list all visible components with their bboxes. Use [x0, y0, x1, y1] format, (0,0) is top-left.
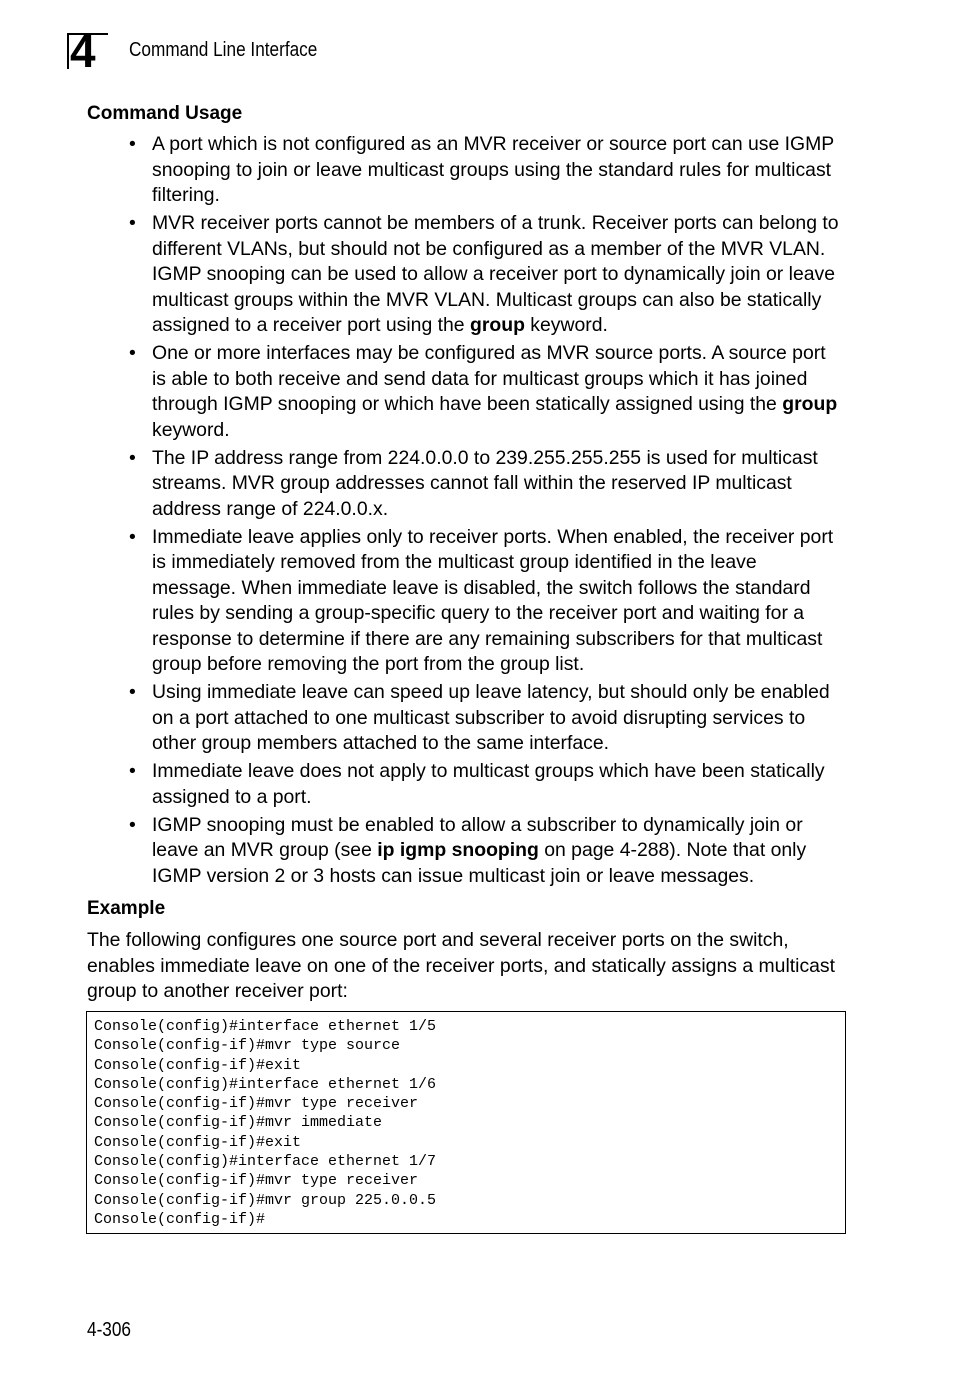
bullet-text: MVR receiver ports cannot be members of a trunk. Receiver ports can belong to different VLANs, but should not be configured as a member of the MVR VLAN. IGMP snooping can be used to allow a receiver port to dynamically join or leave multicast groups within the MVR VLAN. Multicast groups can also be statically assigned to a receiver port using the	[152, 212, 839, 336]
usage-bullet-item	[0, 813, 844, 890]
command-usage-heading: Command Usage	[87, 103, 243, 124]
bullet-text: IGMP snooping must be enabled to allow a subscriber to dynamically join or leave an MVR group (see	[152, 813, 803, 861]
code-line: Console(config-if)#	[94, 1210, 266, 1228]
usage-bullet-item	[0, 341, 844, 443]
chapter-number: 4	[70, 25, 95, 77]
running-header-title: Command Line Interface	[129, 39, 318, 61]
usage-bullet-item	[0, 211, 844, 339]
code-line: Console(config)#interface ethernet 1/5	[94, 1018, 437, 1035]
bullet-marker: •	[129, 525, 136, 548]
code-line: Console(config-if)#mvr type source	[94, 1037, 401, 1055]
bullet-marker: •	[129, 212, 136, 234]
bullet-text: The IP address range from 224.0.0.0 to 239.255.255.255 is used for multicast streams. MVR group addresses cannot fall within the reserved IP multicast address range of 224.0.0.x.	[152, 446, 818, 520]
keyword-text: ip igmp snooping	[377, 839, 539, 861]
code-example-block	[86, 1011, 846, 1234]
code-line: Console(config)#interface ethernet 1/7	[94, 1153, 437, 1171]
usage-bullet-item	[0, 132, 844, 209]
example-heading: Example	[87, 898, 166, 919]
usage-bullet-item	[0, 680, 844, 757]
code-line: Console(config-if)#mvr group 225.0.0.5	[94, 1191, 437, 1209]
bullet-text: on page 4-288). Note that only IGMP version 2 or 3 hosts can issue multicast join or leave messages.	[152, 839, 807, 887]
code-line: Console(config)#interface ethernet 1/6	[94, 1075, 437, 1093]
usage-bullet-item	[0, 446, 844, 523]
bullet-text: A port which is not configured as an MVR receiver or source port can use IGMP snooping to join or leave multicast groups using the standard rules for multicast filtering.	[152, 133, 834, 206]
bullet-marker: •	[129, 760, 136, 782]
bullet-marker: •	[129, 813, 136, 836]
code-line: Console(config-if)#mvr immediate	[94, 1114, 383, 1132]
page-number: 4-306	[87, 1319, 131, 1341]
bullet-marker: •	[129, 342, 136, 364]
bullet-text: Immediate leave applies only to receiver ports. When enabled, the receiver port is immediately removed from the multicast group identified in the leave message. When immediate leave is disabled, the switch follows the standard rules by sending a group-specific query to the receiver port and waiting for a response to determine if there are any remaining subscribers for that multicast group before removing the port from the group list.	[152, 525, 834, 675]
code-line: Console(config-if)#mvr type receiver	[94, 1095, 419, 1113]
code-line: Console(config-if)#exit	[94, 1056, 302, 1074]
bullet-marker: •	[129, 681, 136, 703]
bullet-text: Using immediate leave can speed up leave latency, but should only be enabled on a port attached to one multicast subscriber to avoid disrupting services to other group members attached to the same interface.	[152, 681, 830, 754]
bullet-text: keyword.	[524, 314, 608, 336]
keyword-text: group	[469, 314, 525, 336]
command-usage-list	[0, 132, 954, 892]
bullet-text: One or more interfaces may be configured as MVR source ports. A source port is able to both receive and send data for multicast groups which it has joined through IGMP snooping or which have been statically assigned using the	[152, 342, 826, 415]
usage-bullet-item	[0, 759, 844, 810]
code-line: Console(config-if)#exit	[94, 1133, 302, 1151]
bullet-text: Immediate leave does not apply to multicast groups which have been statically assigned to a port.	[152, 760, 825, 808]
bullet-marker: •	[129, 446, 136, 469]
keyword-text: group	[782, 393, 838, 415]
example-intro-paragraph: The following configures one source port and several receiver ports on the switch, enables immediate leave on one of the receiver ports, and statically assigns a multicast group to another receiver port:	[87, 929, 836, 1002]
usage-bullet-item	[0, 525, 844, 678]
bullet-text: keyword.	[152, 418, 230, 441]
bullet-marker: •	[129, 133, 136, 155]
code-line: Console(config-if)#mvr type receiver	[94, 1172, 419, 1190]
